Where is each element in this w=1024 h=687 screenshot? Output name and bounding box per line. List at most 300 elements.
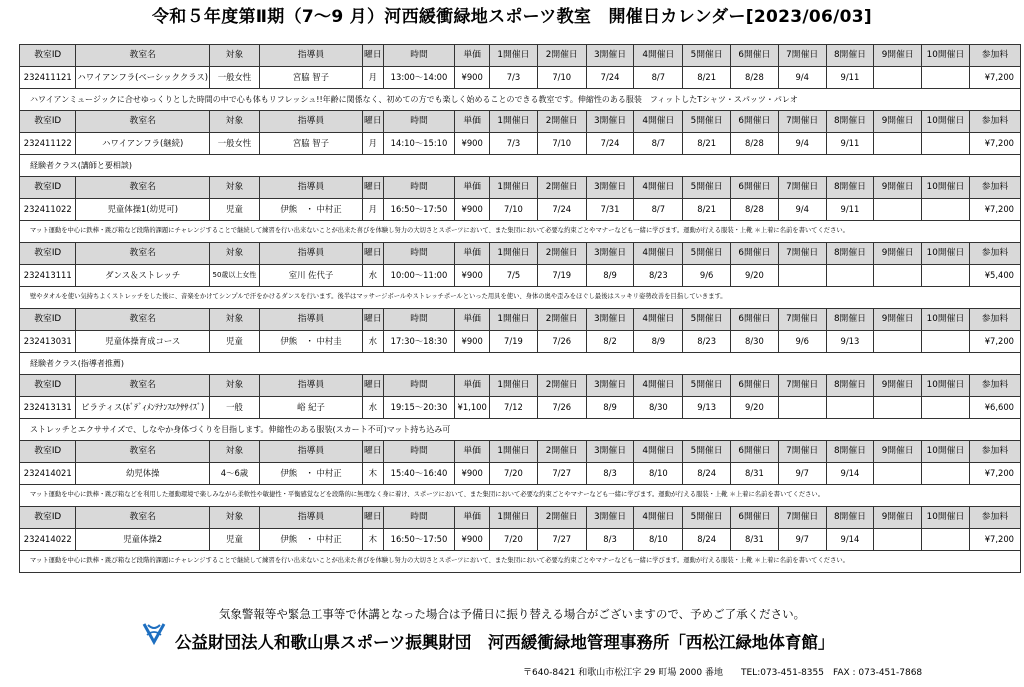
header-instructor: 指導員 bbox=[259, 375, 362, 397]
header-date-7: 7開催日 bbox=[778, 177, 826, 199]
session-date-cell: 8/28 bbox=[731, 199, 779, 221]
header-date-7: 7開催日 bbox=[778, 243, 826, 265]
class-description-row bbox=[20, 353, 1021, 375]
header-date-5: 5開催日 bbox=[683, 441, 731, 463]
fee-cell: ¥5,400 bbox=[969, 265, 1020, 287]
session-date-cell bbox=[922, 331, 970, 353]
session-date-cell bbox=[922, 67, 970, 89]
session-date-cell: 8/3 bbox=[586, 529, 634, 551]
session-date-cell bbox=[874, 199, 922, 221]
cancellation-notice: 気象警報等や緊急工事等で休講となった場合は予備日に振り替える場合がございますので、予めご了承ください。 bbox=[218, 607, 806, 621]
table-header-row bbox=[20, 111, 1021, 133]
header-date-8: 8開催日 bbox=[826, 177, 874, 199]
session-date-cell: 8/7 bbox=[634, 199, 683, 221]
weekday-cell: 水 bbox=[363, 397, 384, 419]
header-price: 単価 bbox=[455, 45, 490, 67]
header-date-5: 5開催日 bbox=[683, 111, 731, 133]
class-name-cell: 児童体操1(幼児可) bbox=[76, 199, 210, 221]
header-day: 曜日 bbox=[363, 309, 384, 331]
class-id-cell: 232413031 bbox=[20, 331, 76, 353]
header-fee: 参加料 bbox=[969, 177, 1020, 199]
header-name: 教室名 bbox=[76, 111, 210, 133]
header-instructor: 指導員 bbox=[259, 177, 362, 199]
price-cell: ¥1,100 bbox=[455, 397, 490, 419]
header-target: 対象 bbox=[209, 111, 259, 133]
header-date-7: 7開催日 bbox=[778, 441, 826, 463]
session-date-cell: 7/10 bbox=[490, 199, 538, 221]
table-header-row bbox=[20, 375, 1021, 397]
session-date-cell: 7/3 bbox=[490, 133, 538, 155]
class-name-cell: 児童体操育成コース bbox=[76, 331, 210, 353]
header-date-2: 2開催日 bbox=[537, 441, 586, 463]
header-name: 教室名 bbox=[76, 375, 210, 397]
header-date-2: 2開催日 bbox=[537, 45, 586, 67]
header-date-10: 10開催日 bbox=[922, 375, 970, 397]
class-row bbox=[20, 133, 1021, 155]
fee-cell: ¥7,200 bbox=[969, 199, 1020, 221]
header-time: 時間 bbox=[383, 45, 455, 67]
header-instructor: 指導員 bbox=[259, 243, 362, 265]
class-row bbox=[20, 331, 1021, 353]
target-cell: 児童 bbox=[209, 529, 259, 551]
header-name: 教室名 bbox=[76, 45, 210, 67]
session-date-cell bbox=[874, 133, 922, 155]
header-date-5: 5開催日 bbox=[683, 375, 731, 397]
session-date-cell: 7/3 bbox=[490, 67, 538, 89]
class-id-cell: 232411121 bbox=[20, 67, 76, 89]
session-date-cell bbox=[874, 265, 922, 287]
class-row bbox=[20, 397, 1021, 419]
header-date-8: 8開催日 bbox=[826, 243, 874, 265]
header-date-3: 3開催日 bbox=[586, 441, 634, 463]
session-date-cell: 8/23 bbox=[634, 265, 683, 287]
class-id-cell: 232414022 bbox=[20, 529, 76, 551]
class-name-cell: ピラティス(ﾎﾞﾃﾞｨﾒﾝﾃﾅﾝｽｴｸｻｻｲｽﾞ) bbox=[76, 397, 210, 419]
weekday-cell: 水 bbox=[363, 331, 384, 353]
session-date-cell: 8/24 bbox=[683, 529, 731, 551]
class-id-cell: 232411122 bbox=[20, 133, 76, 155]
header-date-4: 4開催日 bbox=[634, 375, 683, 397]
header-id: 教室ID bbox=[20, 441, 76, 463]
price-cell: ¥900 bbox=[455, 67, 490, 89]
session-date-cell: 7/27 bbox=[537, 463, 586, 485]
header-id: 教室ID bbox=[20, 243, 76, 265]
table-header-row bbox=[20, 309, 1021, 331]
session-date-cell: 9/14 bbox=[826, 529, 874, 551]
header-date-6: 6開催日 bbox=[731, 507, 779, 529]
header-target: 対象 bbox=[209, 45, 259, 67]
class-description-row bbox=[20, 551, 1021, 573]
header-date-10: 10開催日 bbox=[922, 441, 970, 463]
header-date-1: 1開催日 bbox=[490, 243, 538, 265]
session-date-cell: 8/9 bbox=[586, 397, 634, 419]
header-instructor: 指導員 bbox=[259, 309, 362, 331]
price-cell: ¥900 bbox=[455, 199, 490, 221]
header-date-9: 9開催日 bbox=[874, 45, 922, 67]
table-header-row bbox=[20, 441, 1021, 463]
header-target: 対象 bbox=[209, 243, 259, 265]
session-date-cell bbox=[778, 397, 826, 419]
header-fee: 参加料 bbox=[969, 45, 1020, 67]
header-date-1: 1開催日 bbox=[490, 375, 538, 397]
class-description: 経験者クラス(指導者推薦) bbox=[20, 353, 1021, 375]
header-target: 対象 bbox=[209, 309, 259, 331]
class-name-cell: 幼児体操 bbox=[76, 463, 210, 485]
header-fee: 参加料 bbox=[969, 507, 1020, 529]
session-date-cell: 9/20 bbox=[731, 265, 779, 287]
fee-cell: ¥7,200 bbox=[969, 529, 1020, 551]
session-date-cell bbox=[826, 265, 874, 287]
session-date-cell bbox=[922, 265, 970, 287]
session-date-cell: 8/7 bbox=[634, 67, 683, 89]
session-date-cell: 7/31 bbox=[586, 199, 634, 221]
price-cell: ¥900 bbox=[455, 463, 490, 485]
class-row bbox=[20, 463, 1021, 485]
header-date-2: 2開催日 bbox=[537, 111, 586, 133]
session-date-cell: 7/26 bbox=[537, 331, 586, 353]
price-cell: ¥900 bbox=[455, 529, 490, 551]
class-id-cell: 232414021 bbox=[20, 463, 76, 485]
header-price: 単価 bbox=[455, 243, 490, 265]
price-cell: ¥900 bbox=[455, 133, 490, 155]
time-cell: 10:00～11:00 bbox=[383, 265, 455, 287]
class-description: マット運動を中心に鉄棒・跳び箱など段階的課題にチャレンジすることで継続して練習を行い出来ないことが出来た喜びを体験し努力の大切さとスポーツにおいて、また集団において必要な約束ごとやマナーなども一緒に学びます。運動が行える服装・上靴 ＊上着に名前を書いてください。 bbox=[20, 551, 1021, 573]
header-date-6: 6開催日 bbox=[731, 309, 779, 331]
session-date-cell bbox=[922, 463, 970, 485]
time-cell: 13:00～14:00 bbox=[383, 67, 455, 89]
weekday-cell: 月 bbox=[363, 133, 384, 155]
header-date-10: 10開催日 bbox=[922, 309, 970, 331]
target-cell: 一般女性 bbox=[209, 67, 259, 89]
time-cell: 17:30～18:30 bbox=[383, 331, 455, 353]
class-description-row bbox=[20, 419, 1021, 441]
header-date-7: 7開催日 bbox=[778, 507, 826, 529]
class-id-cell: 232413131 bbox=[20, 397, 76, 419]
header-date-1: 1開催日 bbox=[490, 45, 538, 67]
header-id: 教室ID bbox=[20, 375, 76, 397]
header-date-2: 2開催日 bbox=[537, 507, 586, 529]
header-date-5: 5開催日 bbox=[683, 45, 731, 67]
header-date-5: 5開催日 bbox=[683, 507, 731, 529]
header-date-7: 7開催日 bbox=[778, 111, 826, 133]
header-price: 単価 bbox=[455, 177, 490, 199]
schedule-table-body bbox=[20, 45, 1021, 573]
header-date-3: 3開催日 bbox=[586, 111, 634, 133]
class-id-cell: 232413111 bbox=[20, 265, 76, 287]
session-date-cell: 8/9 bbox=[586, 265, 634, 287]
class-name-cell: 児童体操2 bbox=[76, 529, 210, 551]
session-date-cell: 7/5 bbox=[490, 265, 538, 287]
header-date-8: 8開催日 bbox=[826, 45, 874, 67]
session-date-cell: 7/27 bbox=[537, 529, 586, 551]
header-name: 教室名 bbox=[76, 177, 210, 199]
instructor-cell: 宮脇 智子 bbox=[259, 67, 362, 89]
header-date-6: 6開催日 bbox=[731, 45, 779, 67]
header-id: 教室ID bbox=[20, 309, 76, 331]
class-description-row bbox=[20, 155, 1021, 177]
header-date-6: 6開催日 bbox=[731, 375, 779, 397]
instructor-cell: 伊熊 ・ 中村圭 bbox=[259, 331, 362, 353]
target-cell: 4～6歳 bbox=[209, 463, 259, 485]
session-date-cell bbox=[922, 397, 970, 419]
session-date-cell: 7/24 bbox=[586, 133, 634, 155]
session-date-cell: 7/24 bbox=[537, 199, 586, 221]
header-date-2: 2開催日 bbox=[537, 177, 586, 199]
session-date-cell: 7/26 bbox=[537, 397, 586, 419]
session-date-cell: 8/31 bbox=[731, 529, 779, 551]
header-date-4: 4開催日 bbox=[634, 111, 683, 133]
header-date-9: 9開催日 bbox=[874, 507, 922, 529]
session-date-cell bbox=[874, 331, 922, 353]
session-date-cell: 7/10 bbox=[537, 67, 586, 89]
header-time: 時間 bbox=[383, 243, 455, 265]
header-time: 時間 bbox=[383, 111, 455, 133]
session-date-cell: 8/21 bbox=[683, 67, 731, 89]
session-date-cell bbox=[826, 397, 874, 419]
session-date-cell: 8/28 bbox=[731, 67, 779, 89]
header-name: 教室名 bbox=[76, 507, 210, 529]
class-name-cell: ハワイアンフラ(ベーシッククラス) bbox=[76, 67, 210, 89]
header-day: 曜日 bbox=[363, 375, 384, 397]
header-date-6: 6開催日 bbox=[731, 441, 779, 463]
schedule-table bbox=[19, 44, 1021, 573]
instructor-cell: 伊熊 ・ 中村正 bbox=[259, 529, 362, 551]
header-date-9: 9開催日 bbox=[874, 177, 922, 199]
session-date-cell: 9/7 bbox=[778, 463, 826, 485]
header-date-3: 3開催日 bbox=[586, 45, 634, 67]
instructor-cell: 室川 佐代子 bbox=[259, 265, 362, 287]
header-date-3: 3開催日 bbox=[586, 243, 634, 265]
page-title: 令和５年度第Ⅱ期（7～9 月）河西緩衝緑地スポーツ教室 開催日カレンダー[2023/06/03] bbox=[152, 7, 872, 27]
class-description: マット運動を中心に鉄棒・跳び箱などを利用した運動環境で楽しみながら柔軟性や敏捷性・平衡感覚などを段階的に無理なく身に着け、スポーツにおいて、また集団において必要な約束ごとやマナーなども一緒に学びます。運動が行える服装・上靴 ＊上着に名前を書いてください。 bbox=[20, 485, 1021, 507]
session-date-cell: 8/10 bbox=[634, 529, 683, 551]
session-date-cell: 9/14 bbox=[826, 463, 874, 485]
session-date-cell: 8/2 bbox=[586, 331, 634, 353]
header-time: 時間 bbox=[383, 375, 455, 397]
session-date-cell: 7/12 bbox=[490, 397, 538, 419]
class-description-row bbox=[20, 221, 1021, 243]
class-description-row bbox=[20, 485, 1021, 507]
time-cell: 14:10～15:10 bbox=[383, 133, 455, 155]
session-date-cell: 8/24 bbox=[683, 463, 731, 485]
header-date-5: 5開催日 bbox=[683, 309, 731, 331]
price-cell: ¥900 bbox=[455, 265, 490, 287]
fee-cell: ¥7,200 bbox=[969, 331, 1020, 353]
header-fee: 参加料 bbox=[969, 111, 1020, 133]
table-header-row bbox=[20, 45, 1021, 67]
header-date-1: 1開催日 bbox=[490, 309, 538, 331]
header-date-5: 5開催日 bbox=[683, 243, 731, 265]
header-date-1: 1開催日 bbox=[490, 507, 538, 529]
foundation-logo-icon bbox=[141, 620, 167, 646]
class-description: 壁やタオルを使い気持ちよくストレッチをした後に、音楽をかけてシンプルで汗をかけるダンスを行います。後半はマッサージボールやストレッチポールといった用具を使い、身体の奥や歪みをほぐし最後はスッキリ姿勢改善を目指していきます。 bbox=[20, 287, 1021, 309]
header-instructor: 指導員 bbox=[259, 45, 362, 67]
session-date-cell: 8/31 bbox=[731, 463, 779, 485]
header-fee: 参加料 bbox=[969, 375, 1020, 397]
session-date-cell: 7/19 bbox=[490, 331, 538, 353]
target-cell: 児童 bbox=[209, 199, 259, 221]
class-id-cell: 232411022 bbox=[20, 199, 76, 221]
target-cell: 一般 bbox=[209, 397, 259, 419]
session-date-cell: 9/6 bbox=[778, 331, 826, 353]
session-date-cell: 7/20 bbox=[490, 463, 538, 485]
session-date-cell: 8/21 bbox=[683, 133, 731, 155]
session-date-cell: 9/6 bbox=[683, 265, 731, 287]
header-date-4: 4開催日 bbox=[634, 45, 683, 67]
session-date-cell: 9/7 bbox=[778, 529, 826, 551]
class-row bbox=[20, 529, 1021, 551]
class-description: マット運動を中心に鉄棒・跳び箱など段階的課題にチャレンジすることで継続して練習を行い出来ないことが出来た喜びを体験し努力の大切さとスポーツにおいて、また集団において必要な約束ごとやマナーなども一緒に学びます。運動が行える服装・上靴 ＊上着に名前を書いてください。 bbox=[20, 221, 1021, 243]
header-time: 時間 bbox=[383, 441, 455, 463]
header-date-10: 10開催日 bbox=[922, 177, 970, 199]
header-date-3: 3開催日 bbox=[586, 309, 634, 331]
header-date-2: 2開催日 bbox=[537, 243, 586, 265]
session-date-cell: 9/4 bbox=[778, 133, 826, 155]
header-date-1: 1開催日 bbox=[490, 111, 538, 133]
header-date-7: 7開催日 bbox=[778, 45, 826, 67]
header-date-8: 8開催日 bbox=[826, 441, 874, 463]
organization-name: 公益財団法人和歌山県スポーツ振興財団 河西緩衝緑地管理事務所「西松江緑地体育館」 bbox=[175, 633, 835, 652]
session-date-cell: 9/13 bbox=[826, 331, 874, 353]
table-header-row bbox=[20, 243, 1021, 265]
session-date-cell: 7/19 bbox=[537, 265, 586, 287]
class-row bbox=[20, 265, 1021, 287]
fee-cell: ¥6,600 bbox=[969, 397, 1020, 419]
session-date-cell: 8/10 bbox=[634, 463, 683, 485]
header-date-6: 6開催日 bbox=[731, 177, 779, 199]
header-day: 曜日 bbox=[363, 243, 384, 265]
address-contact: 〒640-8421 和歌山市松江字 29 町場 2000 番地 TEL:073-451-8355 FAX : 073-451-7868 bbox=[523, 668, 923, 678]
session-date-cell bbox=[874, 529, 922, 551]
weekday-cell: 木 bbox=[363, 529, 384, 551]
time-cell: 16:50～17:50 bbox=[383, 529, 455, 551]
header-time: 時間 bbox=[383, 507, 455, 529]
class-row bbox=[20, 199, 1021, 221]
class-description: ストレッチとエクササイズで、しなやか身体づくりを目指します。伸縮性のある服装(スカート不可)マット持ち込み可 bbox=[20, 419, 1021, 441]
header-id: 教室ID bbox=[20, 111, 76, 133]
header-price: 単価 bbox=[455, 375, 490, 397]
instructor-cell: 宮脇 智子 bbox=[259, 133, 362, 155]
header-date-2: 2開催日 bbox=[537, 375, 586, 397]
instructor-cell: 伊熊 ・ 中村正 bbox=[259, 199, 362, 221]
header-day: 曜日 bbox=[363, 441, 384, 463]
header-date-8: 8開催日 bbox=[826, 111, 874, 133]
session-date-cell: 8/30 bbox=[634, 397, 683, 419]
session-date-cell: 9/13 bbox=[683, 397, 731, 419]
header-date-4: 4開催日 bbox=[634, 441, 683, 463]
fee-cell: ¥7,200 bbox=[969, 67, 1020, 89]
session-date-cell: 7/20 bbox=[490, 529, 538, 551]
weekday-cell: 月 bbox=[363, 67, 384, 89]
target-cell: 一般女性 bbox=[209, 133, 259, 155]
target-cell: 児童 bbox=[209, 331, 259, 353]
session-date-cell: 9/11 bbox=[826, 133, 874, 155]
header-day: 曜日 bbox=[363, 111, 384, 133]
session-date-cell: 8/21 bbox=[683, 199, 731, 221]
header-date-10: 10開催日 bbox=[922, 45, 970, 67]
header-date-9: 9開催日 bbox=[874, 111, 922, 133]
session-date-cell: 8/30 bbox=[731, 331, 779, 353]
session-date-cell: 8/23 bbox=[683, 331, 731, 353]
header-id: 教室ID bbox=[20, 45, 76, 67]
class-name-cell: ハワイアンフラ(継続) bbox=[76, 133, 210, 155]
header-date-7: 7開催日 bbox=[778, 309, 826, 331]
header-date-10: 10開催日 bbox=[922, 243, 970, 265]
header-date-1: 1開催日 bbox=[490, 177, 538, 199]
header-fee: 参加料 bbox=[969, 441, 1020, 463]
class-description: ハワイアンミュージックに合せゆっくりとした時間の中で心も体もリフレッシュ!!年齢に関係なく、初めての方でも楽しく始めることのできる教室です。伸縮性のある服装 フィットしたTシャツ・スパッツ・パレオ bbox=[20, 89, 1021, 111]
header-date-4: 4開催日 bbox=[634, 177, 683, 199]
header-price: 単価 bbox=[455, 441, 490, 463]
header-price: 単価 bbox=[455, 507, 490, 529]
header-name: 教室名 bbox=[76, 441, 210, 463]
header-date-3: 3開催日 bbox=[586, 177, 634, 199]
header-time: 時間 bbox=[383, 309, 455, 331]
session-date-cell: 8/7 bbox=[634, 133, 683, 155]
fee-cell: ¥7,200 bbox=[969, 133, 1020, 155]
session-date-cell: 9/4 bbox=[778, 67, 826, 89]
header-instructor: 指導員 bbox=[259, 441, 362, 463]
session-date-cell: 9/4 bbox=[778, 199, 826, 221]
class-row bbox=[20, 67, 1021, 89]
session-date-cell: 9/11 bbox=[826, 67, 874, 89]
class-description-row bbox=[20, 89, 1021, 111]
header-target: 対象 bbox=[209, 177, 259, 199]
session-date-cell: 9/11 bbox=[826, 199, 874, 221]
header-date-8: 8開催日 bbox=[826, 375, 874, 397]
header-date-10: 10開催日 bbox=[922, 111, 970, 133]
header-fee: 参加料 bbox=[969, 309, 1020, 331]
header-date-3: 3開催日 bbox=[586, 375, 634, 397]
session-date-cell: 8/3 bbox=[586, 463, 634, 485]
session-date-cell bbox=[778, 265, 826, 287]
class-description-row bbox=[20, 287, 1021, 309]
weekday-cell: 水 bbox=[363, 265, 384, 287]
weekday-cell: 月 bbox=[363, 199, 384, 221]
time-cell: 16:50～17:50 bbox=[383, 199, 455, 221]
instructor-cell: 伊熊 ・ 中村正 bbox=[259, 463, 362, 485]
price-cell: ¥900 bbox=[455, 331, 490, 353]
target-cell: 50歳以上女性 bbox=[209, 265, 259, 287]
table-header-row bbox=[20, 177, 1021, 199]
session-date-cell bbox=[922, 529, 970, 551]
session-date-cell bbox=[922, 133, 970, 155]
header-date-8: 8開催日 bbox=[826, 507, 874, 529]
header-date-6: 6開催日 bbox=[731, 243, 779, 265]
header-time: 時間 bbox=[383, 177, 455, 199]
header-price: 単価 bbox=[455, 111, 490, 133]
time-cell: 19:15～20:30 bbox=[383, 397, 455, 419]
session-date-cell: 9/20 bbox=[731, 397, 779, 419]
session-date-cell bbox=[922, 199, 970, 221]
time-cell: 15:40～16:40 bbox=[383, 463, 455, 485]
instructor-cell: 峪 紀子 bbox=[259, 397, 362, 419]
header-date-4: 4開催日 bbox=[634, 507, 683, 529]
header-date-4: 4開催日 bbox=[634, 309, 683, 331]
session-date-cell: 7/24 bbox=[586, 67, 634, 89]
header-date-7: 7開催日 bbox=[778, 375, 826, 397]
table-header-row bbox=[20, 507, 1021, 529]
session-date-cell: 8/28 bbox=[731, 133, 779, 155]
header-day: 曜日 bbox=[363, 507, 384, 529]
header-name: 教室名 bbox=[76, 243, 210, 265]
header-date-1: 1開催日 bbox=[490, 441, 538, 463]
header-day: 曜日 bbox=[363, 177, 384, 199]
session-date-cell bbox=[874, 397, 922, 419]
header-date-8: 8開催日 bbox=[826, 309, 874, 331]
session-date-cell bbox=[874, 67, 922, 89]
header-instructor: 指導員 bbox=[259, 507, 362, 529]
